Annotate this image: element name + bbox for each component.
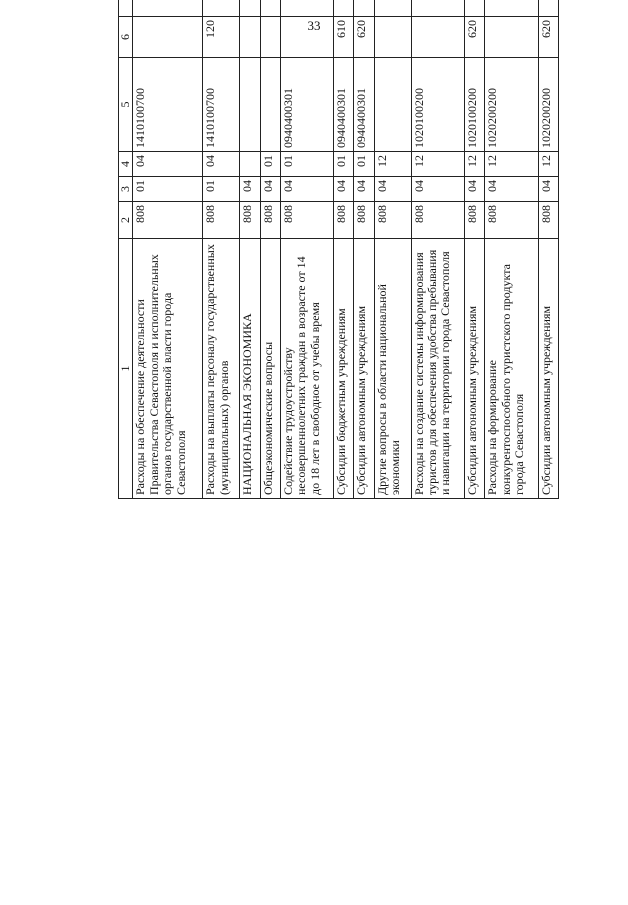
row-code-type: 620 bbox=[354, 17, 374, 58]
row-amount-planned bbox=[280, 0, 333, 17]
row-code-subsection: 12 bbox=[485, 152, 538, 177]
row-code-type: 610 bbox=[334, 17, 354, 58]
table-body bbox=[133, 0, 559, 499]
header-cell: 6 bbox=[119, 17, 133, 58]
row-code-admin: 808 bbox=[411, 202, 464, 239]
row-code-type bbox=[133, 17, 203, 58]
page-number: 33 bbox=[307, 18, 321, 33]
header-cell: 4 bbox=[119, 152, 133, 177]
row-code-section: 01 bbox=[203, 177, 240, 202]
row-code-target bbox=[240, 58, 260, 152]
row-amount-planned bbox=[411, 0, 464, 17]
row-label: Субсидии автономным учреждениям bbox=[464, 239, 484, 499]
row-code-type bbox=[485, 17, 538, 58]
row-label: Субсидии автономным учреждениям bbox=[538, 239, 558, 499]
row-code-section: 04 bbox=[538, 177, 558, 202]
table-row bbox=[280, 0, 333, 499]
row-label: Расходы на создание системы информирования туристов для обеспечения удобства пребывания и навигации на территории города Севастополя bbox=[411, 239, 464, 499]
row-code-admin: 808 bbox=[485, 202, 538, 239]
row-code-target: 1020100200 bbox=[464, 58, 484, 152]
header-cell: 2 bbox=[119, 202, 133, 239]
row-code-target: 0940400301 bbox=[334, 58, 354, 152]
header-row bbox=[119, 0, 133, 499]
row-label: Содействие трудоустройству несовершеннолетних граждан в возрасте от 14 до 18 лет в свободное от учебы время bbox=[280, 239, 333, 499]
row-code-type bbox=[280, 17, 333, 58]
row-amount-planned bbox=[464, 0, 484, 17]
row-amount-planned bbox=[133, 0, 203, 17]
row-code-section: 01 bbox=[133, 177, 203, 202]
rotated-table-frame bbox=[118, 0, 559, 499]
row-code-section: 04 bbox=[334, 177, 354, 202]
row-code-type: 120 bbox=[203, 17, 240, 58]
row-code-type: 620 bbox=[464, 17, 484, 58]
row-code-target: 1410100700 bbox=[133, 58, 203, 152]
row-code-section: 04 bbox=[260, 177, 280, 202]
row-code-subsection: 04 bbox=[133, 152, 203, 177]
table-row bbox=[485, 0, 538, 499]
row-label: Субсидии автономным учреждениям bbox=[354, 239, 374, 499]
row-amount-planned bbox=[260, 0, 280, 17]
row-label: Расходы на обеспечение деятельности Правительства Севастополя и исполнительных органов государственной власти города Севастополя bbox=[133, 239, 203, 499]
row-code-admin: 808 bbox=[240, 202, 260, 239]
row-code-admin: 808 bbox=[374, 202, 411, 239]
row-amount-planned bbox=[538, 0, 558, 17]
row-code-admin: 808 bbox=[203, 202, 240, 239]
row-code-admin: 808 bbox=[260, 202, 280, 239]
row-label: Расходы на формирование конкурентоспособного туристского продукта города Севастополя bbox=[485, 239, 538, 499]
row-label: Другие вопросы в области национальной экономики bbox=[374, 239, 411, 499]
row-amount-planned bbox=[203, 0, 240, 17]
row-code-target bbox=[374, 58, 411, 152]
row-code-section: 04 bbox=[240, 177, 260, 202]
row-amount-planned bbox=[374, 0, 411, 17]
row-code-subsection: 12 bbox=[411, 152, 464, 177]
row-code-section: 04 bbox=[485, 177, 538, 202]
row-code-target: 1410100700 bbox=[203, 58, 240, 152]
row-code-subsection: 12 bbox=[374, 152, 411, 177]
row-code-subsection: 04 bbox=[203, 152, 240, 177]
row-amount-planned bbox=[240, 0, 260, 17]
row-code-section: 04 bbox=[411, 177, 464, 202]
row-code-admin: 808 bbox=[538, 202, 558, 239]
row-amount-planned bbox=[485, 0, 538, 17]
table-row bbox=[240, 0, 260, 499]
row-code-target: 0940400301 bbox=[354, 58, 374, 152]
row-code-type bbox=[260, 17, 280, 58]
table-row bbox=[411, 0, 464, 499]
table-row bbox=[260, 0, 280, 499]
table-row bbox=[538, 0, 558, 499]
row-code-type: 620 bbox=[538, 17, 558, 58]
row-amount-planned bbox=[354, 0, 374, 17]
row-code-target bbox=[260, 58, 280, 152]
row-code-admin: 808 bbox=[280, 202, 333, 239]
budget-table bbox=[118, 0, 559, 499]
row-code-subsection bbox=[240, 152, 260, 177]
row-code-subsection: 01 bbox=[334, 152, 354, 177]
header-cell: 1 bbox=[119, 239, 133, 499]
table-row bbox=[464, 0, 484, 499]
row-code-target: 0940400301 bbox=[280, 58, 333, 152]
table-row bbox=[334, 0, 354, 499]
row-amount-planned bbox=[334, 0, 354, 17]
table-row bbox=[203, 0, 240, 499]
table-row bbox=[354, 0, 374, 499]
row-code-admin: 808 bbox=[464, 202, 484, 239]
row-code-target: 1020100200 bbox=[411, 58, 464, 152]
row-code-admin: 808 bbox=[133, 202, 203, 239]
row-code-type bbox=[240, 17, 260, 58]
row-code-subsection: 01 bbox=[354, 152, 374, 177]
row-code-section: 04 bbox=[374, 177, 411, 202]
row-code-subsection: 01 bbox=[280, 152, 333, 177]
row-label: Субсидии бюджетным учреждениям bbox=[334, 239, 354, 499]
row-code-section: 04 bbox=[280, 177, 333, 202]
row-code-target: 1020200200 bbox=[485, 58, 538, 152]
row-code-subsection: 12 bbox=[464, 152, 484, 177]
row-code-admin: 808 bbox=[334, 202, 354, 239]
row-label: Общеэкономические вопросы bbox=[260, 239, 280, 499]
row-label: НАЦИОНАЛЬНАЯ ЭКОНОМИКА bbox=[240, 239, 260, 499]
table-row bbox=[374, 0, 411, 499]
header-cell: 5 bbox=[119, 58, 133, 152]
row-code-subsection: 01 bbox=[260, 152, 280, 177]
row-code-subsection: 12 bbox=[538, 152, 558, 177]
row-code-type bbox=[411, 17, 464, 58]
row-code-section: 04 bbox=[354, 177, 374, 202]
row-code-target: 1020200200 bbox=[538, 58, 558, 152]
row-code-section: 04 bbox=[464, 177, 484, 202]
row-label: Расходы на выплаты персоналу государственных (муниципальных) органов bbox=[203, 239, 240, 499]
row-code-type bbox=[374, 17, 411, 58]
row-code-admin: 808 bbox=[354, 202, 374, 239]
header-cell bbox=[119, 0, 133, 17]
header-cell: 3 bbox=[119, 177, 133, 202]
table-row bbox=[133, 0, 203, 499]
